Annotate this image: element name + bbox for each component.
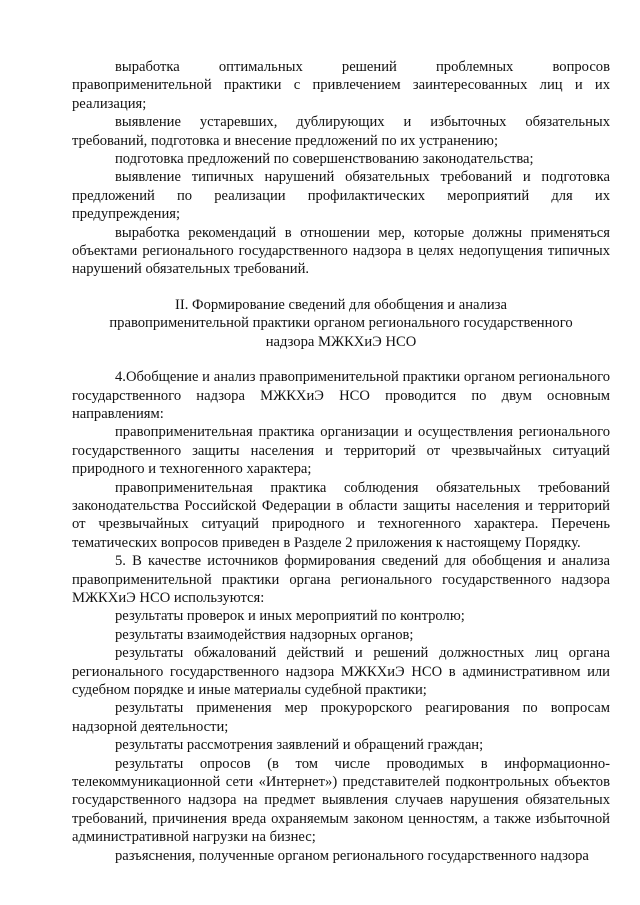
section-paragraph: правоприменительная практика организации и осуществления регионального государственного защиты населения и территорий от чрезвычайных ситуаций природного и техногенного характера; — [72, 424, 610, 478]
section-paragraph: 4.Обобщение и анализ правоприменительной практики органом регионального государственного надзора МЖКХиЭ НСО проводится по двум основным направлениям: — [72, 369, 610, 422]
section-paragraph: результаты опросов (в том числе проводимых в информационно-телекоммуникационной сети «Интернет») представителей подконтрольных объектов государственного надзора на предмет выявления случаев нарушения обязательных требований, причинения вреда охраняемым законом ценностям, а также избыточной административной нагрузки на бизнес; — [72, 755, 610, 846]
section-paragraph: результаты применения мер прокурорского реагирования по вопросам надзорной деятельности; — [72, 700, 610, 735]
intro-item: выявление устаревших, дублирующих и избыточных обязательных требований, подготовка и внесение предложений по их устранению; — [72, 114, 610, 149]
section-paragraph: разъяснения, полученные органом регионального государственного надзора — [115, 847, 589, 864]
section-paragraph: результаты рассмотрения заявлений и обращений граждан; — [115, 737, 484, 754]
section-heading-line: надзора МЖКХиЭ НСО — [265, 333, 417, 350]
section-heading-line: II. Формирование сведений для обобщения и анализа — [175, 296, 507, 313]
intro-item: выявление типичных нарушений обязательных требований и подготовка предложений по реализации профилактических мероприятий для их предупреждения; — [72, 169, 610, 223]
section-heading-line: правоприменительной практики органом регионального государственного — [109, 315, 573, 332]
section-paragraph: правоприменительная практика соблюдения обязательных требований законодательства Российской Федерации в области защиты населения и территорий от чрезвычайных ситуаций природного и техногенного характера. Перечень тематических вопросов приведен в Разделе 2 приложения к настоящему Порядку. — [72, 479, 610, 551]
section-paragraph: результаты взаимодействия надзорных органов; — [115, 626, 414, 643]
intro-item: выработка оптимальных решений проблемных вопросов правоприменительной практики с привлечением заинтересованных лиц и их реализация; — [72, 59, 610, 112]
section-paragraph: результаты проверок и иных мероприятий по контролю; — [115, 608, 465, 625]
intro-item: подготовка предложений по совершенствованию законодательства; — [115, 151, 534, 168]
document-body — [72, 58, 610, 865]
section-paragraph: результаты обжалований действий и решений должностных лиц органа регионального государственного надзора МЖКХиЭ НСО в административном или судебном порядке и иные материалы судебной практики; — [72, 645, 610, 698]
section-heading — [72, 296, 610, 351]
section-paragraph: 5. В качестве источников формирования сведений для обобщения и анализа правоприменительной практики органа регионального государственного надзора МЖКХиЭ НСО используются: — [72, 553, 610, 606]
intro-item: выработка рекомендаций в отношении мер, которые должны применяться объектами регионального государственного надзора в целях недопущения типичных нарушений обязательных требований. — [72, 224, 610, 278]
